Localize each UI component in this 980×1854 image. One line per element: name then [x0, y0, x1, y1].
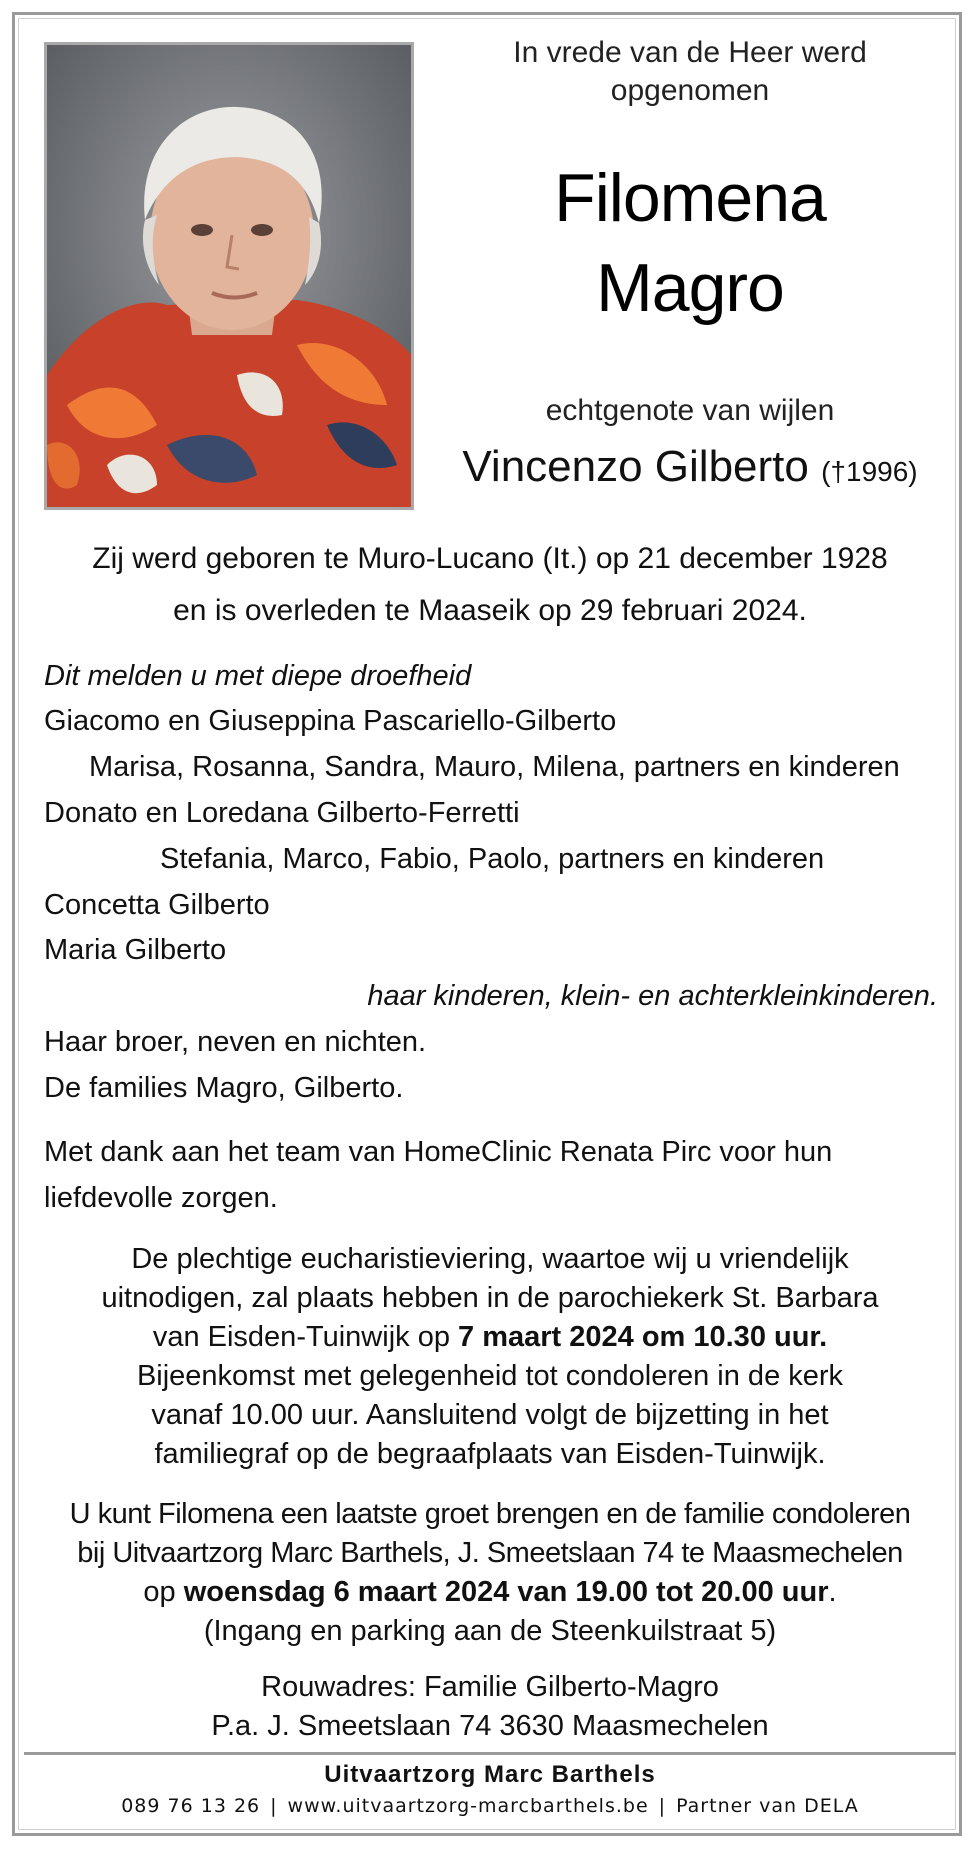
visitation-line-2: bij Uitvaartzorg Marc Barthels, J. Smeetslaan 74 te Maasmechelen — [77, 1537, 903, 1569]
spouse-prefix: echtgenote van wijlen — [545, 394, 835, 427]
ceremony-place: van Eisden-Tuinwijk op — [152, 1321, 459, 1353]
footer-info — [0, 1792, 980, 1820]
family-child-1: Giacomo en Giuseppina Pascariello-Gilberto — [44, 705, 617, 737]
footer-phone: 089 76 13 26 — [121, 1795, 261, 1817]
footer-partner: Partner van DELA — [676, 1795, 859, 1817]
address-line-2: P.a. J. Smeetslaan 74 3630 Maasmechelen — [211, 1710, 769, 1742]
ceremony-line-5: vanaf 10.00 uur. Aansluitend volgt de bijzetting in het — [151, 1399, 829, 1431]
spouse-line — [430, 440, 950, 499]
footer-company: Uitvaartzorg Marc Barthels — [324, 1761, 656, 1788]
family-child-3: Concetta Gilberto — [44, 889, 270, 921]
ceremony-line-4: Bijeenkomst met gelegenheid tot condoleren in de kerk — [136, 1360, 844, 1392]
ceremony-line-1: De plechtige eucharistieviering, waartoe wij u vriendelijk — [131, 1243, 849, 1275]
family-families: De families Magro, Gilberto. — [44, 1072, 404, 1104]
visitation-prefix: op — [143, 1576, 184, 1608]
family-intro: Dit melden u met diepe droefheid — [44, 660, 472, 692]
visitation-line-1: U kunt Filomena een laatste groet brengen en de familie condoleren — [69, 1498, 911, 1530]
footer-website[interactable]: www.uitvaartzorg-marcbarthels.be — [287, 1795, 649, 1817]
ceremony-line-3 — [30, 1318, 950, 1356]
address-line-1: Rouwadres: Familie Gilberto-Magro — [261, 1671, 719, 1703]
visitation-line-3 — [30, 1573, 950, 1611]
spouse-death-year: (†1996) — [821, 456, 918, 487]
family-siblings: Haar broer, neven en nichten. — [44, 1026, 427, 1058]
visitation-datetime: woensdag 6 maart 2024 van 19.00 tot 20.00 uur — [183, 1576, 829, 1608]
visitation-line-4: (Ingang en parking aan de Steenkuilstraat 5) — [203, 1615, 777, 1647]
footer-separator-2: | — [658, 1795, 667, 1817]
death-line: en is overleden te Maaseik op 29 februari 2024. — [173, 594, 807, 627]
footer-divider — [24, 1752, 956, 1755]
portrait-illustration — [47, 45, 411, 507]
thanks-line-2: liefdevolle zorgen. — [44, 1182, 278, 1214]
family-summary: haar kinderen, klein- en achterkleinkinderen. — [367, 980, 938, 1012]
spouse-name: Vincenzo Gilberto — [462, 442, 809, 491]
family-grandchildren-2: Stefania, Marco, Fabio, Paolo, partners en kinderen — [160, 843, 825, 875]
portrait-photo — [44, 42, 414, 510]
last-name: Magro — [596, 250, 784, 326]
footer-separator-1: | — [270, 1795, 278, 1817]
ceremony-line-6: familiegraf op de begraafplaats van Eisden-Tuinwijk. — [154, 1438, 826, 1470]
intro-line-1: In vrede van de Heer werd — [513, 36, 867, 69]
birth-line: Zij werd geboren te Muro-Lucano (It.) op 21 december 1928 — [92, 542, 888, 575]
family-child-2: Donato en Loredana Gilberto-Ferretti — [44, 797, 520, 829]
ceremony-line-2: uitnodigen, zal plaats hebben in de parochiekerk St. Barbara — [101, 1282, 879, 1314]
thanks-line-1: Met dank aan het team van HomeClinic Renata Pirc voor hun — [44, 1136, 833, 1168]
ceremony-datetime: 7 maart 2024 om 10.30 uur. — [458, 1321, 828, 1353]
intro-line-2: opgenomen — [610, 74, 770, 107]
visitation-suffix: . — [828, 1576, 837, 1608]
family-child-4: Maria Gilberto — [44, 934, 227, 966]
family-grandchildren-1: Marisa, Rosanna, Sandra, Mauro, Milena, partners en kinderen — [89, 751, 900, 783]
first-name: Filomena — [554, 160, 826, 236]
